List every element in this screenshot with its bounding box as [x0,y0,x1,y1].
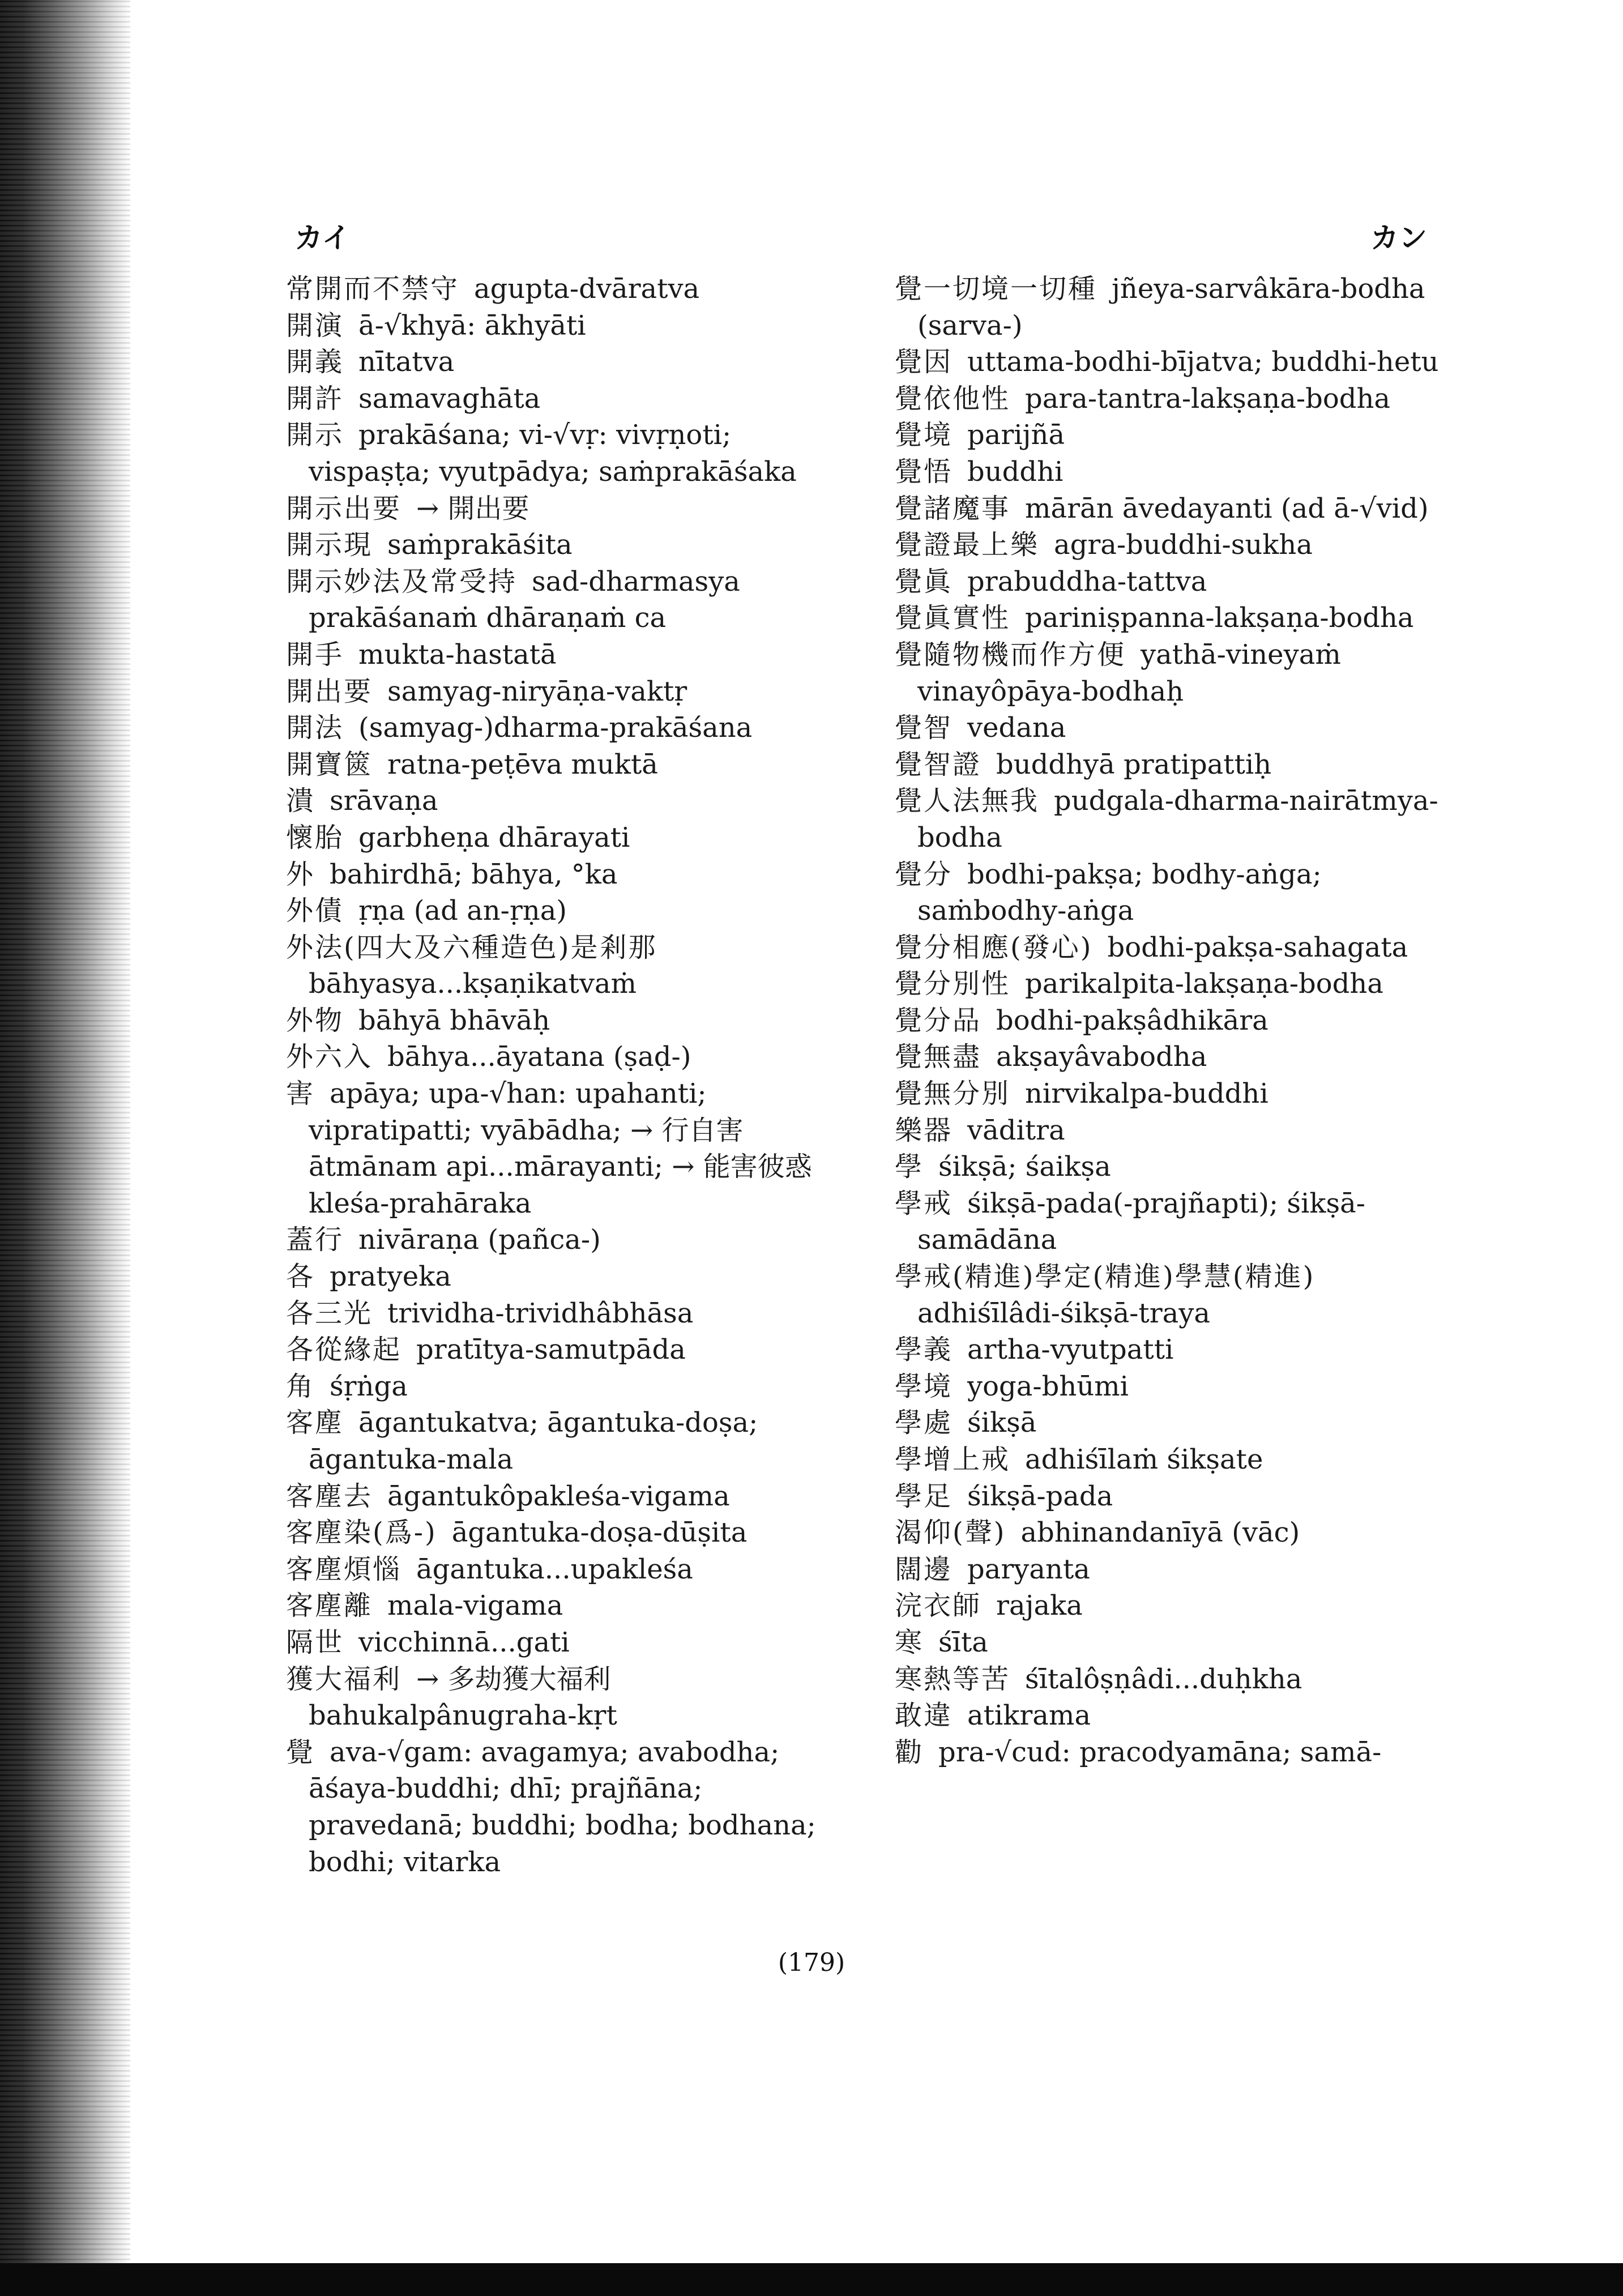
entry-sanskrit-gloss: nirvikalpa-buddhi [1025,1078,1268,1110]
entry-sanskrit-gloss: saṁprakāśita [387,529,573,561]
entry-sanskrit-gloss: śikṣā-pada(-prajñapti); śikṣā-samādāna [917,1187,1365,1256]
entry-headword: 獲大福利 [286,1663,402,1695]
entry-sanskrit-gloss: ava-√gam: avagamya; avabodha; āśaya-buddhi; dhī; prajñāna; pravedanā; buddhi; bodha; bodhana; bodhi; vitarka [309,1736,816,1878]
entry-sanskrit-gloss: yoga-bhūmi [967,1370,1129,1402]
entry-headword: 學 [895,1151,924,1183]
entry-sanskrit-gloss: parijñā [967,419,1065,451]
entry-sanskrit-gloss: artha-vyutpatti [967,1334,1174,1366]
entry-headword: 學戒 [895,1187,953,1219]
entry-headword: 覺 [286,1736,315,1768]
dictionary-entry [286,1076,852,1222]
left-column [286,271,852,1880]
dictionary-entry [895,1405,1461,1441]
entry-headword: 覺人法無我 [895,785,1040,817]
dictionary-entry [895,271,1461,344]
entry-headword: 各三光 [286,1297,373,1329]
entry-headword: 覺諸魔事 [895,492,1011,524]
entry-headword: 覺悟 [895,455,953,488]
entry-sanskrit-gloss: yathā-vineyaṁ vinayôpāya-bodhaḥ [917,638,1341,707]
dictionary-entry [895,1514,1461,1551]
page-number: (179) [778,1948,845,1977]
entry-headword: 覺分別性 [895,968,1011,1000]
dictionary-entry [895,1587,1461,1624]
entry-sanskrit-gloss: akṣayâvabodha [996,1041,1207,1073]
entry-headword: 開示 [286,419,344,451]
entry-headword: 各從緣起 [286,1334,402,1366]
entry-sanskrit-gloss: (samyag-)dharma-prakāśana [358,712,753,744]
entry-sanskrit-gloss: para-tantra-lakṣaṇa-bodha [1025,382,1390,415]
entry-sanskrit-gloss: apāya; upa-√han: upahanti; vipratipatti; vyābādha; → 行自害 ātmānam api...mārayanti; → 能害彼惑 kleśa-prahāraka [309,1078,812,1219]
entry-sanskrit-gloss: bāhya...āyatana (ṣaḍ-) [387,1041,691,1073]
entry-headword: 學境 [895,1370,953,1402]
dictionary-entry [895,1002,1461,1039]
entry-sanskrit-gloss: abhinandanīyā (vāc) [1020,1517,1300,1549]
dictionary-entry [286,564,852,637]
entry-sanskrit-gloss: prakāśana; vi-√vṛ: vivṛṇoti; vispaṣṭa; vyutpādya; saṁprakāśaka [309,419,797,488]
dictionary-entry [286,1405,852,1478]
entry-headword: 覺分 [895,858,953,890]
dictionary-entry [286,1624,852,1661]
entry-sanskrit-gloss: trividha-trividhâbhāsa [387,1297,694,1329]
entry-headword: 覺依他性 [895,382,1011,415]
dictionary-entry [895,1697,1461,1734]
entry-headword: 勸 [895,1736,924,1768]
entry-headword: 客塵離 [286,1590,373,1622]
entry-headword: 覺智 [895,712,953,744]
dictionary-entry [286,344,852,381]
entry-headword: 開寶篋 [286,748,373,780]
entry-headword: 學戒(精進)學定(精進)學慧(精進) [895,1261,1316,1293]
dictionary-entry [286,820,852,856]
entry-headword: 蓋行 [286,1224,344,1256]
dictionary-entry [895,1039,1461,1076]
entry-headword: 學義 [895,1334,953,1366]
dictionary-entry [286,1734,852,1880]
dictionary-entry [895,1441,1461,1478]
dictionary-entry [895,1368,1461,1405]
dictionary-entry [895,1661,1461,1698]
entry-sanskrit-gloss: adhiśīlâdi-śikṣā-traya [917,1297,1210,1329]
dictionary-entry [286,1039,852,1076]
entry-sanskrit-gloss: adhiśīlaṁ śikṣate [1025,1444,1263,1475]
entry-headword: 覺智證 [895,748,982,780]
entry-headword: 覺眞 [895,565,953,598]
entry-sanskrit-gloss: agra-buddhi-sukha [1054,529,1313,561]
entry-sanskrit-gloss: pariniṣpanna-lakṣaṇa-bodha [1025,602,1414,634]
entry-headword: 覺眞實性 [895,602,1011,634]
dictionary-entry [286,1258,852,1295]
dictionary-entry [895,1258,1461,1331]
entry-headword: 浣衣師 [895,1590,982,1622]
entry-sanskrit-gloss: nivāraṇa (pañca-) [358,1224,601,1256]
dictionary-entry [895,1624,1461,1661]
entry-sanskrit-gloss: ā-√khyā: ākhyāti [358,309,586,342]
entry-headword: 闊邊 [895,1553,953,1585]
dictionary-entry [286,1587,852,1624]
dictionary-entry [895,746,1461,783]
entry-sanskrit-gloss: pudgala-dharma-nairātmya-bodha [917,785,1438,853]
entry-sanskrit-gloss: uttama-bodhi-bījatva; buddhi-hetu [967,346,1439,378]
entry-sanskrit-gloss: bodhi-pakṣâdhikāra [996,1004,1268,1036]
entry-headword: 覺因 [895,346,953,378]
entry-sanskrit-gloss: sad-dharmasya prakāśanaṁ dhāraṇaṁ ca [309,565,740,634]
entry-sanskrit-gloss: → 開出要 [416,492,529,524]
entry-headword: 外物 [286,1004,344,1036]
dictionary-entry [286,783,852,820]
entry-sanskrit-gloss: bāhyā bhāvāḥ [358,1004,550,1036]
dictionary-entry [286,1331,852,1368]
entry-sanskrit-gloss: bodhi-pakṣa-sahagata [1107,931,1408,963]
dictionary-entry [895,637,1461,710]
entry-sanskrit-gloss: bahirdhā; bāhya, °ka [330,858,618,890]
entry-sanskrit-gloss: śikṣā [967,1407,1037,1439]
entry-sanskrit-gloss: śṛṅga [330,1370,408,1402]
dictionary-entry [895,856,1461,929]
dictionary-entry [895,527,1461,564]
entry-sanskrit-gloss: śīta [938,1626,988,1658]
entry-sanskrit-gloss: āgantuka-doṣa-dūṣita [451,1517,748,1549]
entry-sanskrit-gloss: pra-√cud: pracodyamāna; samā- [938,1736,1382,1768]
entry-headword: 開許 [286,382,344,415]
entry-sanskrit-gloss: rajaka [996,1590,1083,1622]
entry-sanskrit-gloss: prabuddha-tattva [967,565,1207,598]
entry-headword: 常開而不禁守 [286,273,460,305]
entry-sanskrit-gloss: agupta-dvāratva [474,273,700,305]
dictionary-entry [286,490,852,527]
dictionary-entry [286,893,852,929]
entry-headword: 覺無盡 [895,1041,982,1073]
entry-headword: 客塵 [286,1407,344,1439]
entry-headword: 覺證最上樂 [895,529,1040,561]
entry-headword: 角 [286,1370,315,1402]
entry-headword: 敢違 [895,1700,953,1732]
dictionary-entry [895,783,1461,856]
dictionary-entry [895,1331,1461,1368]
entry-sanskrit-gloss: mukta-hastatā [358,638,557,671]
entry-headword: 各 [286,1261,315,1293]
dictionary-entry [286,1478,852,1515]
dictionary-entry [286,1368,852,1405]
entry-headword: 開法 [286,712,344,744]
dictionary-entry [895,929,1461,966]
dictionary-entry [895,490,1461,527]
dictionary-entry [895,1112,1461,1149]
entry-sanskrit-gloss: bāhyasya...kṣaṇikatvaṁ [309,968,637,1000]
entry-headword: 開出要 [286,675,373,707]
entry-headword: 覺分相應(發心) [895,931,1093,963]
entry-sanskrit-gloss: samavaghāta [358,382,541,415]
dictionary-entry [895,1734,1461,1771]
entry-sanskrit-gloss: āgantukôpakleśa-vigama [387,1480,730,1512]
dictionary-entry [286,417,852,490]
dictionary-entry [286,637,852,673]
entry-headword: 開示出要 [286,492,402,524]
entry-headword: 外法(四大及六種造色)是剎那 [286,931,657,963]
dictionary-entry [286,673,852,710]
entry-headword: 客塵去 [286,1480,373,1512]
entry-sanskrit-gloss: āgantuka...upakleśa [416,1553,693,1585]
entry-headword: 覺分品 [895,1004,982,1036]
entry-headword: 外債 [286,895,344,927]
dictionary-entry [286,746,852,783]
dictionary-entry [895,454,1461,490]
entry-sanskrit-gloss: srāvaṇa [330,785,438,817]
entry-sanskrit-gloss: buddhi [967,455,1064,488]
dictionary-entry [895,1551,1461,1588]
entry-sanskrit-gloss: mala-vigama [387,1590,563,1622]
dictionary-entry [286,1295,852,1332]
dictionary-entry [286,1222,852,1258]
entry-headword: 開義 [286,346,344,378]
entry-headword: 學處 [895,1407,953,1439]
entry-sanskrit-gloss: vicchinnā...gati [358,1626,570,1658]
entry-headword: 開演 [286,309,344,342]
entry-headword: 潰 [286,785,315,817]
dictionary-entry [286,1514,852,1551]
entry-sanskrit-gloss: āgantukatva; āgantuka-doṣa; āgantuka-mala [309,1407,758,1475]
dictionary-entry [286,929,852,1002]
entry-headword: 開示現 [286,529,373,561]
entry-headword: 開示妙法及常受持 [286,565,518,598]
dictionary-entry [895,381,1461,417]
dictionary-entry [286,527,852,564]
entry-sanskrit-gloss: śikṣā; śaikṣa [938,1151,1111,1183]
dictionary-entry [895,1185,1461,1258]
entry-headword: 外 [286,858,315,890]
entry-sanskrit-gloss: mārān āvedayanti (ad ā-√vid) [1025,492,1429,524]
entry-headword: 覺隨物機而作方便 [895,638,1126,671]
running-header-left: カイ [294,221,351,254]
entry-headword: 寒熱等苦 [895,1663,1011,1695]
dictionary-entry [895,1149,1461,1185]
entry-sanskrit-gloss: jñeya-sarvâkāra-bodha (sarva-) [917,273,1425,342]
entry-sanskrit-gloss: śītalôṣṇâdi...duḥkha [1025,1663,1302,1695]
entry-headword: 渴仰(聲) [895,1517,1006,1549]
entry-headword: 外六入 [286,1041,373,1073]
entry-headword: 懷胎 [286,821,344,853]
entry-headword: 客塵染(爲-) [286,1517,437,1549]
entry-headword: 客塵煩惱 [286,1553,402,1585]
dictionary-entry [895,1076,1461,1112]
dictionary-entry [286,271,852,308]
entry-sanskrit-gloss: pratītya-samutpāda [416,1334,686,1366]
entry-sanskrit-gloss: parikalpita-lakṣaṇa-bodha [1025,968,1383,1000]
entry-sanskrit-gloss: atikrama [967,1700,1091,1732]
entry-sanskrit-gloss: bodhi-pakṣa; bodhy-aṅga; saṁbodhy-aṅga [917,858,1322,927]
entry-headword: 學增上戒 [895,1444,1011,1475]
entry-headword: 覺一切境一切種 [895,273,1097,305]
entry-headword: 學足 [895,1480,953,1512]
dictionary-entry [286,710,852,746]
entry-sanskrit-gloss: samyag-niryāṇa-vaktṛ [387,675,687,707]
dictionary-entry [286,1661,852,1734]
entry-headword: 覺境 [895,419,953,451]
entry-headword: 寒 [895,1626,924,1658]
dictionary-entry [895,1478,1461,1515]
entry-sanskrit-gloss: vedana [967,712,1066,744]
entry-sanskrit-gloss: ratna-peṭēva muktā [387,748,658,780]
entry-headword: 隔世 [286,1626,344,1658]
dictionary-entry [286,1002,852,1039]
dictionary-entry [895,600,1461,637]
dictionary-entry [286,381,852,417]
running-header-right: カン [1370,221,1427,254]
entry-headword: 樂器 [895,1114,953,1146]
dictionary-entry [895,417,1461,454]
entry-sanskrit-gloss: pratyeka [330,1261,451,1293]
dictionary-entry [286,856,852,893]
entry-sanskrit-gloss: buddhyā pratipattiḥ [996,748,1272,780]
entry-sanskrit-gloss: nītatva [358,346,455,378]
dictionary-entry [286,1551,852,1588]
entry-headword: 開手 [286,638,344,671]
entry-sanskrit-gloss: → 多劫獲大福利 bahukalpânugraha-kṛt [309,1663,617,1732]
entry-sanskrit-gloss: garbheṇa dhārayati [358,821,630,853]
entry-sanskrit-gloss: paryanta [967,1553,1090,1585]
dictionary-entry [895,344,1461,381]
scan-bottom-border [0,2263,1623,2296]
entry-sanskrit-gloss: śikṣā-pada [967,1480,1113,1512]
entry-headword: 害 [286,1078,315,1110]
entry-headword: 覺無分別 [895,1078,1011,1110]
entry-sanskrit-gloss: ṛṇa (ad an-ṛṇa) [358,895,567,927]
dictionary-entry [895,564,1461,600]
dictionary-entry [895,966,1461,1002]
dictionary-entry [286,308,852,344]
entry-sanskrit-gloss: vāditra [967,1114,1065,1146]
right-column [895,271,1461,1770]
dictionary-entry [895,710,1461,746]
